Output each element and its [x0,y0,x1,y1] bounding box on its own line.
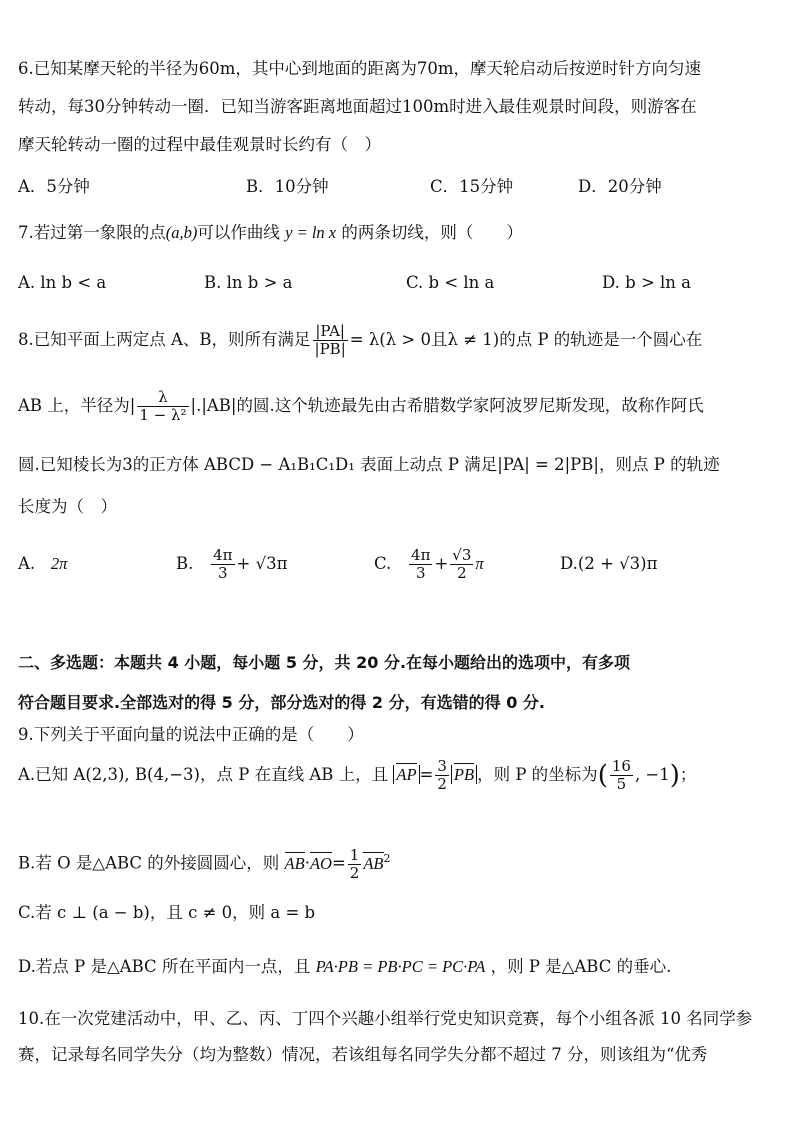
q8-radius-num: λ [137,389,188,407]
q8-line-1 [18,318,778,362]
q9-option-d[interactable] [18,956,778,978]
q9-b-pre: B.若 O 是△ABC 的外接圆圆心，则 [18,853,280,873]
q6-option-a[interactable]: A．5分钟 [18,177,90,196]
q9-option-b[interactable] [18,836,778,882]
q7-option-c[interactable]: C. b < ln a [406,273,495,292]
q9-a-num: 3 [437,757,447,775]
q8-l1-post: 的点 P 的轨迹是一个圆心在 [499,330,703,349]
q9-a-frac [435,758,449,793]
q9-a-mid: ，则 P 的坐标为 [477,765,598,784]
q10-line-2: 赛，记录每名同学失分（均为整数）情况，若该组每名同学失分都不超过 7 分，则该组为“优秀 [18,1045,708,1064]
q8-option-c-den-2: 2 [457,564,467,582]
q7-option-b[interactable]: B. ln b > a [204,273,293,292]
q8-option-b-num: 4π [213,546,233,564]
q8-line-3: 圆.已知棱长为3的正方体 ABCD − A₁B₁C₁D₁ 表面上动点 P 满足|PA| = 2|PB|，则点 P 的轨迹 [18,455,720,474]
q9-a-eq: = [419,765,434,784]
q9-d-pre: D.若点 P 是△ABC 所在平面内一点，且 [18,957,311,976]
q10-line-1: 10.在一次党建活动中，甲、乙、丙、丁四个兴趣小组举行党史知识竞赛，每个小组各派 10 名同学参 [18,1009,753,1028]
q6-option-b[interactable]: B．10分钟 [246,177,329,196]
q9-b-dot: · [304,853,310,873]
q9-a-frac-2 [610,758,633,793]
q9-b-eq: = [331,853,346,873]
q8-option-b-fraction [211,547,234,582]
q8-option-c-num-2: √3 [452,546,472,564]
q7-curve: y = ln x [285,223,337,242]
q9-a-den-2: 5 [616,775,627,793]
q8-line-4: 长度为（ ） [18,497,117,516]
q8-option-a-label: A. [18,554,36,573]
q9-a-den: 2 [437,775,447,793]
q8-option-c[interactable] [374,542,484,586]
q9-a-tail: , −1 [634,765,670,784]
q8-option-c-fraction-2 [450,547,473,582]
section2-heading-line-1: 二、多选题：本题共 4 小题，每小题 5 分，共 20 分.在每小题给出的选项中，有多项 [18,653,631,672]
q8-radius-den: 1 − λ² [139,406,187,424]
q8-ratio-fraction [313,323,348,358]
q9-option-a[interactable] [18,752,778,798]
q9-a-paren-close: ) [669,760,680,791]
q6-option-c[interactable]: C．15分钟 [430,177,514,196]
q9-b-vec-ao: AO [309,853,332,873]
q9-b-vec-ab: AB [284,853,305,873]
q8-option-b-label: B. [176,554,194,573]
q7-post: 的两条切线，则（ ） [341,223,523,242]
q9-a-vec-pb: PB [453,765,475,784]
q9-b-square: 2 [383,852,391,865]
q7-options [18,272,778,294]
q8-ratio-den: |PB| [314,340,346,358]
q6-line-3: 摩天轮转动一圈的过程中最佳观景时长约有（ ） [18,135,381,154]
q7-option-a[interactable]: A. ln b < a [18,273,107,292]
q8-option-c-den: 3 [415,564,426,582]
q8-line-2 [18,384,778,428]
q8-radius-fraction [137,389,188,424]
q9-d-post: ，则 P 是△ABC 的垂心. [490,957,672,976]
q9-title: 9.下列关于平面向量的说法中正确的是（ ） [18,725,364,744]
q9-b-den: 2 [349,863,360,882]
q9-b-vec-ab-2: AB [363,853,384,873]
q9-a-end: ； [679,765,697,784]
q7-mid: 可以作曲线 [197,223,280,242]
q9-d-expr: PA·PB = PB·PC = PC·PA [315,957,486,976]
q8-option-a[interactable] [18,542,67,586]
q9-a-vec-ap: AP [396,765,417,784]
q6-line-2: 转动，每30分钟转动一圈．已知当游客距离地面超过100m时进入最佳观景时间段，则游客在 [18,97,697,116]
q9-b-num: 1 [349,845,360,864]
q8-option-c-fraction-1 [409,547,432,582]
q6-options [18,176,778,198]
q6-option-d[interactable]: D．20分钟 [578,177,662,196]
q7-option-d[interactable]: D. b > ln a [602,273,691,292]
q8-option-c-label: C. [374,554,392,573]
q9-a-abs-ap [393,765,419,784]
q8-option-b-tail: + √3π [236,554,288,573]
q8-option-c-num: 4π [411,546,431,564]
q8-option-b-den: 3 [218,564,228,582]
q7-stem [18,222,778,244]
q6-line-1: 6.已知某摩天轮的半径为60m，其中心到地面的距离为70m，摩天轮启动后按逆时针方向匀速 [18,59,702,78]
q9-option-c[interactable]: C.若 c ⊥ (a − b)，且 c ≠ 0，则 a = b [18,903,316,922]
q8-option-a-value: 2π [50,554,68,573]
q7-pre: 7.若过第一象限的点 [18,223,166,242]
q8-l2-pre: AB 上，半径为| [18,396,136,415]
q8-option-c-plus: + [434,554,449,573]
q8-option-d[interactable]: D.(2 + √3)π [560,554,658,573]
q9-a-paren-open: ( [597,760,608,791]
q8-l1-pre: 8.已知平面上两定点 A、B，则所有满足 [18,330,311,349]
q9-a-num-2: 16 [611,757,631,775]
section2-heading-line-2: 符合题目要求.全部选对的得 5 分，部分选对的得 2 分，有选错的得 0 分. [18,693,545,712]
q9-a-abs-pb [451,765,477,784]
q8-option-c-tail: π [475,554,484,573]
q9-a-pre: A.已知 A(2,3), B(4,−3)，点 P 在直线 AB 上，且 [18,765,389,784]
q8-ratio-num: |PA| [313,323,348,341]
q9-b-frac [348,847,362,882]
q8-option-b[interactable] [176,542,287,586]
q8-l2-post: |.|AB|的圆.这个轨迹最先由古希腊数学家阿波罗尼斯发现，故称作阿氏 [190,396,704,415]
q7-point: (a,b) [165,223,198,242]
q8-options [18,542,778,586]
q8-l1-cond: = λ(λ > 0且λ ≠ 1) [349,330,500,349]
